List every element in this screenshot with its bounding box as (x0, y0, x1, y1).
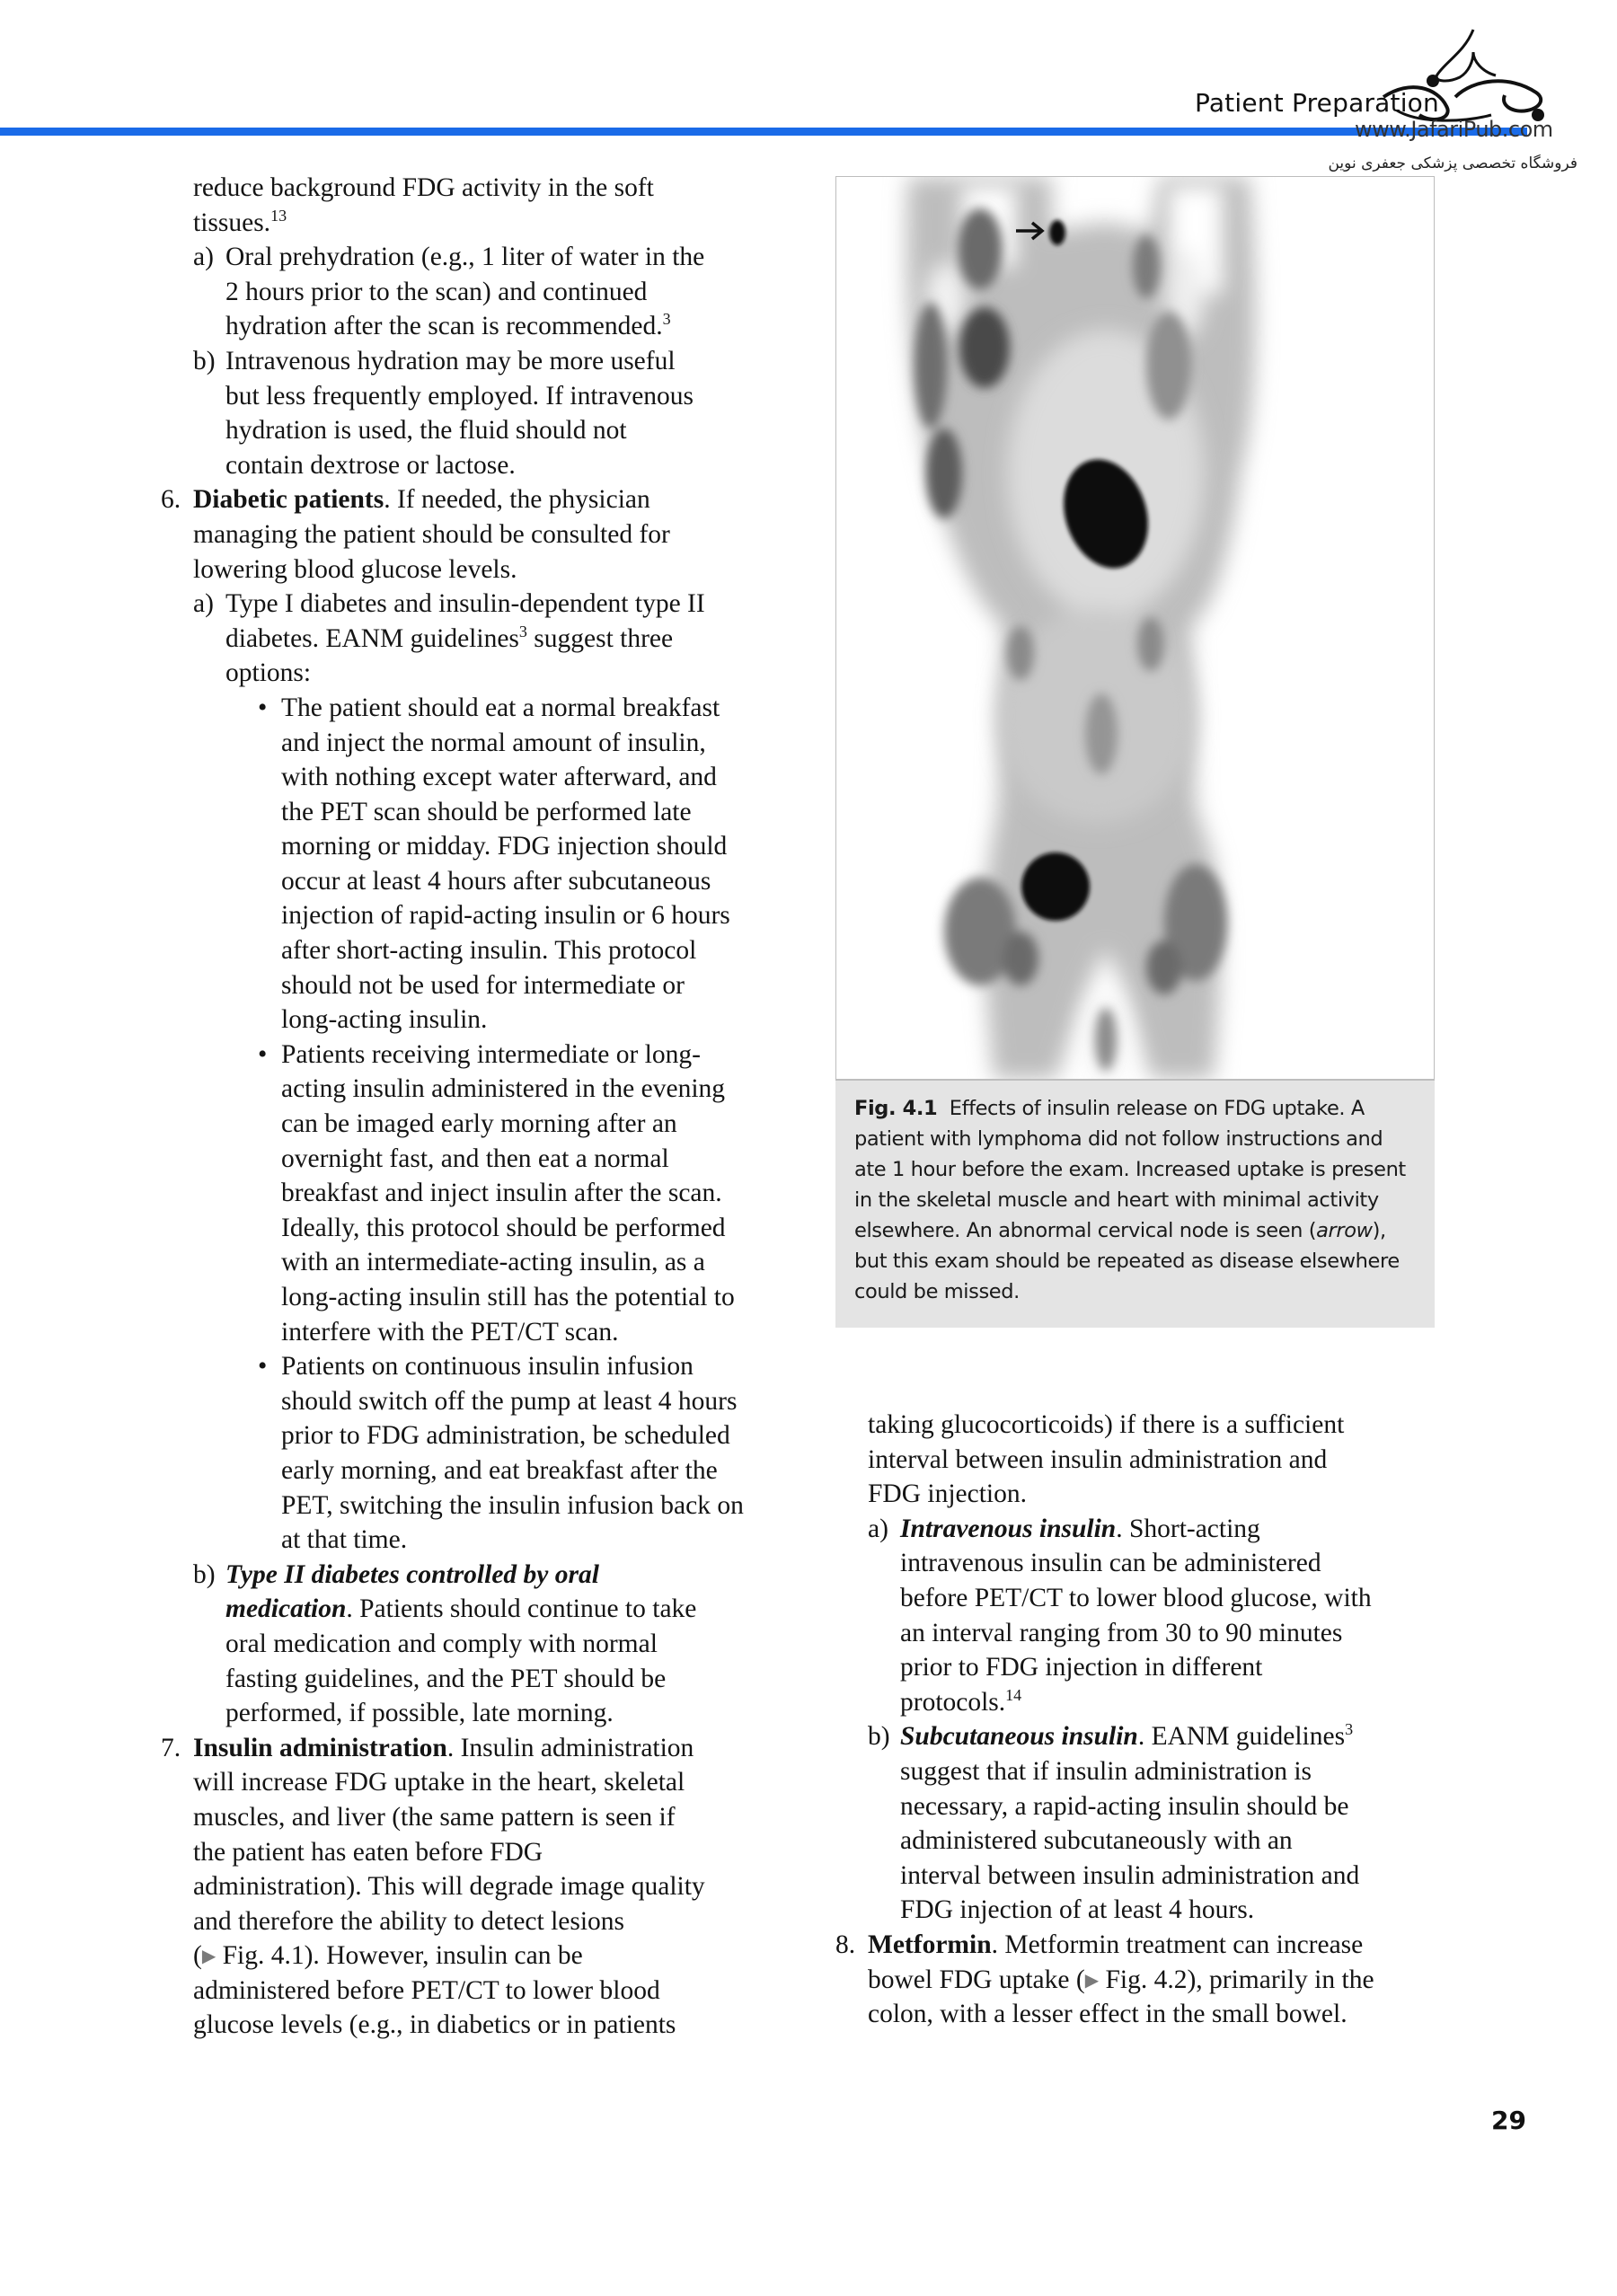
caption-line: patient with lymphoma did not follow instructions and (854, 1127, 1383, 1151)
text-line: tissues.$^{13}$ (193, 206, 287, 237)
text-line: contain dextrose or lactose. (225, 450, 516, 480)
caption-line: ate 1 hour before the exam. Increased uptake is present (854, 1158, 1406, 1181)
caption-line: in the skeletal muscle and heart with minimal activity (854, 1188, 1379, 1212)
list-item-a: a) Intravenous insulin. Short-acting (868, 1514, 1260, 1543)
text-line: administered subcutaneously with an (900, 1826, 1293, 1856)
text-line: occur at least 4 hours after subcutaneous (281, 866, 711, 896)
text-line: bowel FDG uptake (▶ Fig. 4.2), primarily in the (868, 1965, 1374, 1994)
text-line: PET, switching the insulin infusion back on (281, 1490, 744, 1520)
bullet-item: • Patients receiving intermediate or long- (193, 1038, 804, 1073)
text-line: prior to FDG administration, be scheduled (281, 1421, 730, 1451)
text-line: the PET scan should be performed late (281, 797, 692, 826)
text-line: and inject the normal amount of insulin, (281, 728, 706, 757)
text-line: the patient has eaten before FDG (193, 1837, 543, 1867)
text-line: fasting guidelines, and the PET should be (225, 1664, 667, 1693)
figure-label: Fig. 4.1 (854, 1097, 938, 1120)
numbered-item-8: 8. Metformin. Metformin treatment can increase (835, 1930, 1364, 1959)
figure-caption (854, 1093, 1420, 1307)
item-heading: Metformin (868, 1930, 992, 1959)
text-line: 2 hours prior to the scan) and continued (225, 277, 648, 306)
text-line: administered before PET/CT to lower blood (193, 1975, 660, 2005)
text-line: at that time. (281, 1525, 408, 1555)
text-line: glucose levels (e.g., in diabetics or in patients (193, 2010, 676, 2040)
triangle-pointer-icon: ▶ (1084, 1970, 1100, 1991)
text-line: early morning, and eat breakfast after the (281, 1455, 718, 1485)
text-line: morning or midday. FDG injection should (281, 832, 728, 861)
text-line: after short-acting insulin. This protocol (281, 936, 697, 966)
item-heading: Diabetic patients (193, 485, 384, 515)
text-line: taking glucocorticoids) if there is a sufficient (868, 1410, 1345, 1439)
text-line: interval between insulin administration and (900, 1860, 1360, 1890)
text-line: an interval ranging from 30 to 90 minutes (900, 1618, 1343, 1647)
caption-line: but this exam should be repeated as disease elsewhere (854, 1250, 1400, 1273)
item-heading: Intravenous insulin (900, 1514, 1117, 1543)
text-line: interval between insulin administration and (868, 1444, 1328, 1474)
numbered-item-7: 7. Insulin administration. Insulin administration (161, 1733, 694, 1762)
text-line: Ideally, this protocol should be performed (281, 1213, 726, 1242)
text-line: should switch off the pump at least 4 hours (281, 1386, 738, 1416)
text-line: diabetes. EANM guidelines$^3$ suggest three (225, 622, 674, 653)
citation-ref[interactable]: 13 (270, 206, 287, 225)
text-line: with an intermediate-acting insulin, as a (281, 1248, 705, 1277)
page-number: 29 (1491, 2106, 1526, 2135)
text-line: suggest that if insulin administration is (900, 1756, 1312, 1786)
citation-ref[interactable]: 3 (518, 622, 527, 640)
list-item-a: a) Type I diabetes and insulin-dependent type II (193, 589, 705, 619)
figure-link[interactable]: Fig. 4.1 (222, 1941, 305, 1971)
bullet-item: • The patient should eat a normal breakfast (193, 691, 804, 726)
text-line: lowering blood glucose levels. (193, 554, 517, 584)
text-line: muscles, and liver (the same pattern is seen if (193, 1802, 676, 1832)
text-line: injection of rapid-acting insulin or 6 hours (281, 901, 730, 931)
text-line: before PET/CT to lower blood glucose, with (900, 1583, 1372, 1612)
bullet-item: • Patients on continuous insulin infusion (193, 1349, 804, 1384)
text-line: will increase FDG uptake in the heart, skeletal (193, 1768, 685, 1797)
text-line: protocols.$^{14}$ (900, 1685, 1022, 1717)
right-column (835, 1408, 1446, 2032)
numbered-item-6: 6. Diabetic patients. If needed, the physician (161, 485, 650, 515)
list-item-a: a) Oral prehydration (e.g., 1 liter of water in the (193, 243, 705, 272)
left-column (161, 171, 804, 2043)
text-line: hydration after the scan is recommended.$^3$ (225, 310, 671, 341)
text-line: (▶ Fig. 4.1). However, insulin can be (193, 1941, 583, 1971)
header-rule (0, 128, 1527, 136)
watermark-url: www.JafariPub.com (1355, 117, 1553, 142)
watermark-persian-text: فروشگاه تخصصی پزشکی جعفری نوین (1328, 155, 1577, 172)
caption-line: elsewhere. An abnormal cervical node is seen (arrow), (854, 1219, 1386, 1242)
text-line: necessary, a rapid-acting insulin should be (900, 1791, 1349, 1821)
text-line: but less frequently employed. If intravenous (225, 381, 694, 411)
text-line: oral medication and comply with normal (225, 1629, 658, 1658)
item-heading: Type II diabetes controlled by oral (225, 1559, 599, 1589)
text-line: managing the patient should be consulted for (193, 519, 670, 549)
list-item-b: b) Intravenous hydration may be more useful (193, 346, 676, 375)
text-line: options: (225, 658, 312, 688)
text-line: hydration is used, the fluid should not (225, 416, 627, 446)
text-line: should not be used for intermediate or (281, 970, 685, 1000)
item-heading: Insulin administration (193, 1733, 447, 1762)
figure-link[interactable]: Fig. 4.2 (1105, 1965, 1188, 1994)
bullet-icon: • (258, 1352, 268, 1382)
pet-scan-image (835, 176, 1435, 1081)
citation-ref[interactable]: 3 (662, 310, 671, 329)
citation-ref[interactable]: 3 (1345, 1720, 1354, 1739)
text-line: FDG injection of at least 4 hours. (900, 1895, 1255, 1925)
text-line: with nothing except water afterward, and (281, 763, 717, 792)
list-item-b: b) Subcutaneous insulin. EANM guidelines$^3$ (868, 1720, 1354, 1752)
caption-line: could be missed. (854, 1280, 1020, 1303)
text-line: breakfast and inject insulin after the scan. (281, 1179, 722, 1208)
text-line: interfere with the PET/CT scan. (281, 1317, 619, 1347)
text-line: performed, if possible, late morning. (225, 1699, 614, 1728)
triangle-pointer-icon: ▶ (201, 1947, 216, 1967)
text-line: can be imaged early morning after an (281, 1109, 677, 1139)
text-line: long-acting insulin still has the potential to (281, 1283, 735, 1311)
text-line: acting insulin administered in the evening (281, 1074, 726, 1104)
text-line: medication. Patients should continue to take (225, 1594, 697, 1624)
text-line: prior to FDG injection in different (900, 1653, 1263, 1682)
text-line: FDG injection. (868, 1479, 1027, 1509)
running-header-title: Patient Preparation (1195, 88, 1439, 118)
text-line: reduce background FDG activity in the soft (193, 173, 654, 202)
text-line: and therefore the ability to detect lesions (193, 1906, 625, 1936)
text-line: long-acting insulin. (281, 1005, 488, 1035)
item-heading: Subcutaneous insulin (900, 1722, 1138, 1752)
caption-line: Fig. 4.1 Effects of insulin release on FDG uptake. A (854, 1097, 1365, 1120)
bullet-icon: • (258, 1039, 268, 1069)
figure-4-1 (835, 176, 1435, 1328)
text-line: colon, with a lesser effect in the small bowel. (868, 2000, 1348, 2029)
bullet-icon: • (258, 693, 268, 722)
calligraphy-logo-icon (1348, 25, 1554, 124)
text-line: overnight fast, and then eat a normal (281, 1144, 669, 1173)
list-item-b: b) Type II diabetes controlled by oral (193, 1559, 599, 1589)
text-line: administration). This will degrade image quality (193, 1872, 705, 1902)
citation-ref[interactable]: 14 (1005, 1685, 1022, 1704)
text-line: intravenous insulin can be administered (900, 1549, 1321, 1578)
